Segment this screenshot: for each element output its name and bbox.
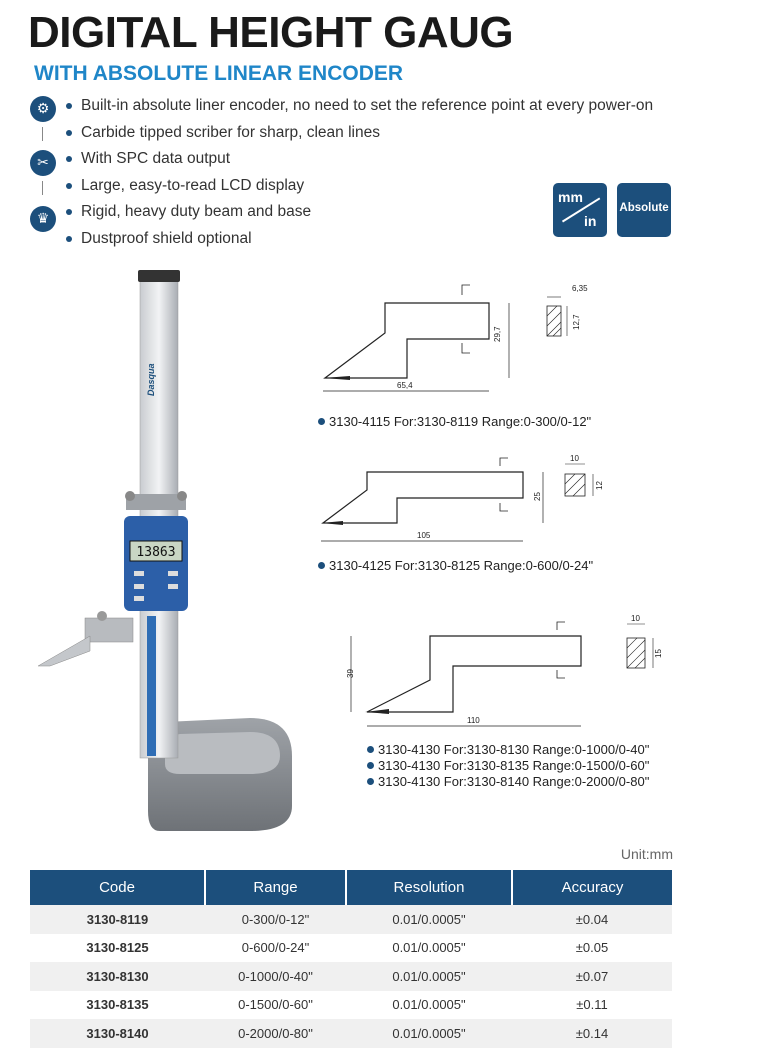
- table-row: [30, 1019, 672, 1048]
- cell-range: 0-1500/0-60": [205, 991, 346, 1020]
- badge-mm-label: mm: [558, 189, 583, 205]
- badge-absolute-label: Absolute: [619, 202, 669, 214]
- feature-item: With SPC data output: [62, 148, 653, 175]
- feature-item: Built-in absolute liner encoder, no need to set the reference point at every power-on: [62, 95, 653, 122]
- table-row: [30, 934, 672, 963]
- cell-code: 3130-8125: [30, 934, 205, 963]
- hatching: [627, 638, 645, 668]
- cell-accuracy: ±0.11: [512, 991, 672, 1020]
- section-mark: [557, 622, 565, 630]
- beam-cap: [138, 270, 180, 282]
- cell-accuracy: ±0.07: [512, 962, 672, 991]
- header-range: Range: [205, 870, 346, 905]
- display-button: [134, 596, 144, 601]
- display-unit: [124, 516, 188, 611]
- page-title: DIGITAL HEIGHT GAUG: [28, 8, 514, 57]
- scriber-drawing-3: [335, 608, 665, 738]
- hatching: [565, 474, 585, 496]
- table-row: [30, 905, 672, 934]
- dim-label: 10: [570, 454, 579, 463]
- cell-resolution: 0.01/0.0005": [346, 962, 512, 991]
- section-mark: [500, 503, 508, 511]
- dim-label: 105: [417, 531, 431, 540]
- table-header-row: [30, 870, 672, 905]
- absolute-badge: [617, 183, 671, 237]
- display-button: [168, 584, 178, 589]
- display-button: [168, 571, 178, 576]
- section-mark: [557, 670, 565, 678]
- header-resolution: Resolution: [346, 870, 512, 905]
- cell-range: 0-1000/0-40": [205, 962, 346, 991]
- tools-icon: ✂: [30, 150, 56, 176]
- icon-divider: [42, 127, 43, 141]
- cross-section: [547, 306, 561, 336]
- base-top: [165, 732, 280, 774]
- dim-label: 29,7: [493, 326, 502, 342]
- caption-text: 3130-4130 For:3130-8130 Range:0-1000/0-40": [378, 742, 650, 757]
- cell-range: 0-300/0-12": [205, 905, 346, 934]
- cell-range: 0-2000/0-80": [205, 1019, 346, 1048]
- clamp-knob: [97, 611, 107, 621]
- cell-resolution: 0.01/0.0005": [346, 905, 512, 934]
- dim-label: 6,35: [572, 284, 588, 293]
- caption-text: 3130-4115 For:3130-8119 Range:0-300/0-12": [329, 414, 592, 429]
- cell-accuracy: ±0.14: [512, 1019, 672, 1048]
- header-code: Code: [30, 870, 205, 905]
- caption-text: 3130-4130 For:3130-8135 Range:0-1500/0-60": [378, 758, 650, 773]
- display-button: [134, 571, 144, 576]
- drawing-caption-1: [318, 414, 591, 430]
- cell-code: 3130-8119: [30, 905, 205, 934]
- dim-label: 110: [467, 716, 480, 725]
- scriber-drawing-1: [315, 275, 615, 405]
- mm-in-badge: [553, 183, 607, 237]
- beam-scale: [147, 616, 156, 756]
- dim-label: 12,7: [572, 314, 581, 330]
- scriber-drawing-2: [315, 448, 615, 553]
- cell-resolution: 0.01/0.0005": [346, 1019, 512, 1048]
- cell-accuracy: ±0.05: [512, 934, 672, 963]
- scriber-clamp: [85, 618, 133, 642]
- drawing-caption-3: [367, 742, 649, 790]
- caption-text: 3130-4130 For:3130-8140 Range:0-2000/0-80": [378, 774, 650, 789]
- unit-label: Unit:mm: [620, 846, 673, 862]
- hatching: [547, 306, 561, 336]
- cell-accuracy: ±0.04: [512, 905, 672, 934]
- dim-label: 39: [346, 669, 355, 678]
- gear-icon: ⚙: [30, 96, 56, 122]
- dim-label: 10: [631, 614, 640, 623]
- scriber: [38, 636, 90, 666]
- display-button: [134, 584, 144, 589]
- cell-resolution: 0.01/0.0005": [346, 934, 512, 963]
- cell-code: 3130-8130: [30, 962, 205, 991]
- table-row: [30, 991, 672, 1020]
- feature-item: Large, easy-to-read LCD display: [62, 175, 653, 202]
- feature-item: Carbide tipped scriber for sharp, clean lines: [62, 122, 653, 149]
- section-mark: [462, 343, 470, 353]
- dim-label: 12: [595, 481, 604, 490]
- section-mark: [462, 285, 470, 295]
- dim-label: 25: [533, 492, 542, 501]
- slider-knob: [125, 491, 135, 501]
- height-gauge-illustration: [30, 266, 300, 836]
- dim-label: 15: [654, 649, 663, 658]
- feature-item: Rigid, heavy duty beam and base: [62, 201, 653, 228]
- cell-code: 3130-8140: [30, 1019, 205, 1048]
- scriber-outline: [325, 303, 489, 378]
- slider-knob: [177, 491, 187, 501]
- header-accuracy: Accuracy: [512, 870, 672, 905]
- cell-resolution: 0.01/0.0005": [346, 991, 512, 1020]
- trophy-icon: ♛: [30, 206, 56, 232]
- page-subtitle: WITH ABSOLUTE LINEAR ENCODER: [34, 62, 404, 85]
- badge-in-label: in: [584, 213, 597, 229]
- icon-divider: [42, 181, 43, 195]
- cell-range: 0-600/0-24": [205, 934, 346, 963]
- lcd-reading: 13863: [136, 545, 176, 560]
- spec-table: [30, 870, 672, 1048]
- brand-logo: Dasqua: [146, 363, 156, 396]
- table-row: [30, 962, 672, 991]
- drawing-caption-2: [318, 558, 593, 574]
- feature-item: Dustproof shield optional: [62, 228, 653, 255]
- dim-label: 65,4: [397, 381, 413, 390]
- section-mark: [500, 458, 508, 466]
- scriber-outline: [367, 636, 581, 712]
- caption-text: 3130-4125 For:3130-8125 Range:0-600/0-24": [329, 558, 594, 573]
- scriber-outline: [323, 472, 523, 523]
- cell-code: 3130-8135: [30, 991, 205, 1020]
- slider-top: [126, 494, 186, 510]
